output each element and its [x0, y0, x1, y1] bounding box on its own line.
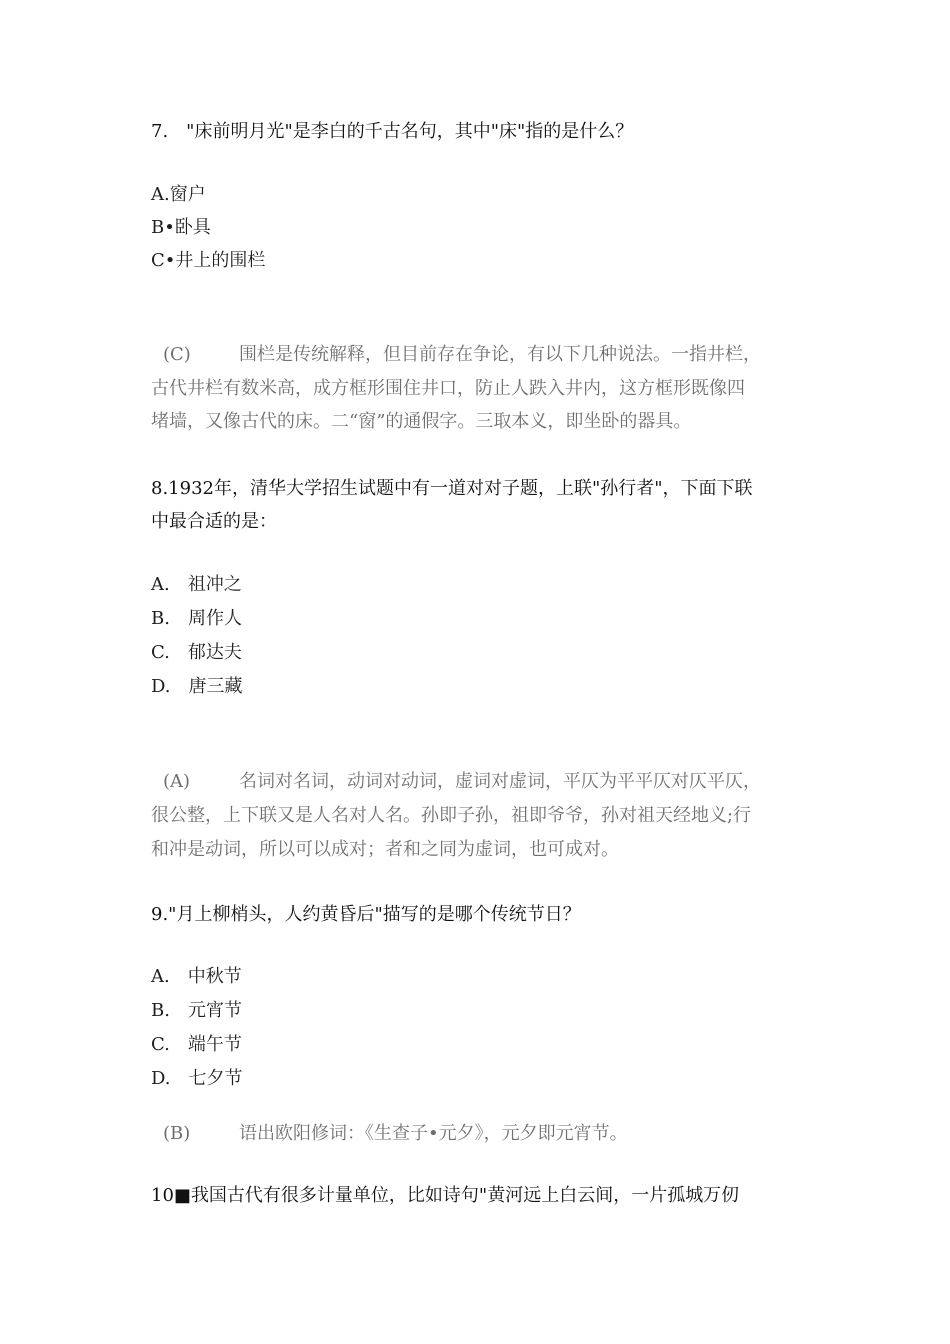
question-7-explanation-line-1: [151, 343, 761, 367]
question-8-option-d: D. 唐三藏: [151, 676, 243, 697]
question-7-explanation-line-2: 古代井栏有数米高，成方框形围住井口，防止人跌入井内，这方框形既像四: [151, 378, 745, 399]
question-10-text: 10■我国古代有很多计量单位，比如诗句"黄河远上白云间，一片孤城万仞: [151, 1185, 740, 1206]
question-8-answer: (A): [163, 771, 191, 792]
question-7-option-b: B•卧具: [151, 217, 211, 238]
question-8-explanation-line-1: [151, 770, 761, 794]
question-7-option-c: C•井上的围栏: [151, 250, 266, 271]
question-9-explanation-line-1: [151, 1122, 628, 1146]
question-8-explanation-line-2: 很公整，上下联又是人名对人名。孙即子孙，祖即爷爷，孙对祖天经地义;行: [151, 805, 752, 826]
question-9-option-b: B. 元宵节: [151, 1000, 242, 1021]
question-8-explanation-line-3: 和冲是动词，所以可以成对；者和之同为虚词，也可成对。: [151, 839, 619, 860]
question-7-option-a: A.窗户: [151, 184, 206, 205]
question-9-answer: (B): [163, 1123, 191, 1144]
question-9-explanation-text: 语出欧阳修词：《生查子•元夕》，元夕即元宵节。: [239, 1123, 628, 1144]
question-8-text-line-1: 8.1932年，清华大学招生试题中有一道对对子题，上联"孙行者"，下面下联: [151, 478, 753, 499]
question-9-option-a: A. 中秋节: [151, 966, 242, 987]
question-8-option-c: C. 郁达夫: [151, 642, 242, 663]
question-7-explanation-text: 围栏是传统解释，但目前存在争论，有以下几种说法。一指井栏，: [239, 344, 761, 365]
question-9-text: 9."月上柳梢头，人约黄昏后"描写的是哪个传统节日？: [151, 904, 581, 925]
question-7-text: 7. "床前明月光"是李白的千古名句，其中"床"指的是什么？: [151, 121, 634, 142]
question-8-text-line-2: 中最合适的是：: [151, 511, 277, 532]
question-8-option-b: B. 周作人: [151, 608, 242, 629]
question-9-option-d: D. 七夕节: [151, 1068, 243, 1089]
question-8-explanation-text: 名词对名词，动词对动词，虚词对虚词，平仄为平平仄对仄平仄，: [239, 771, 761, 792]
question-7-answer: (C): [163, 344, 191, 365]
question-8-option-a: A. 祖冲之: [151, 574, 242, 595]
question-7-explanation-line-3: 堵墙，又像古代的床。二“窗”的通假字。三取本义，即坐卧的器具。: [151, 411, 692, 432]
question-9-option-c: C. 端午节: [151, 1034, 242, 1055]
